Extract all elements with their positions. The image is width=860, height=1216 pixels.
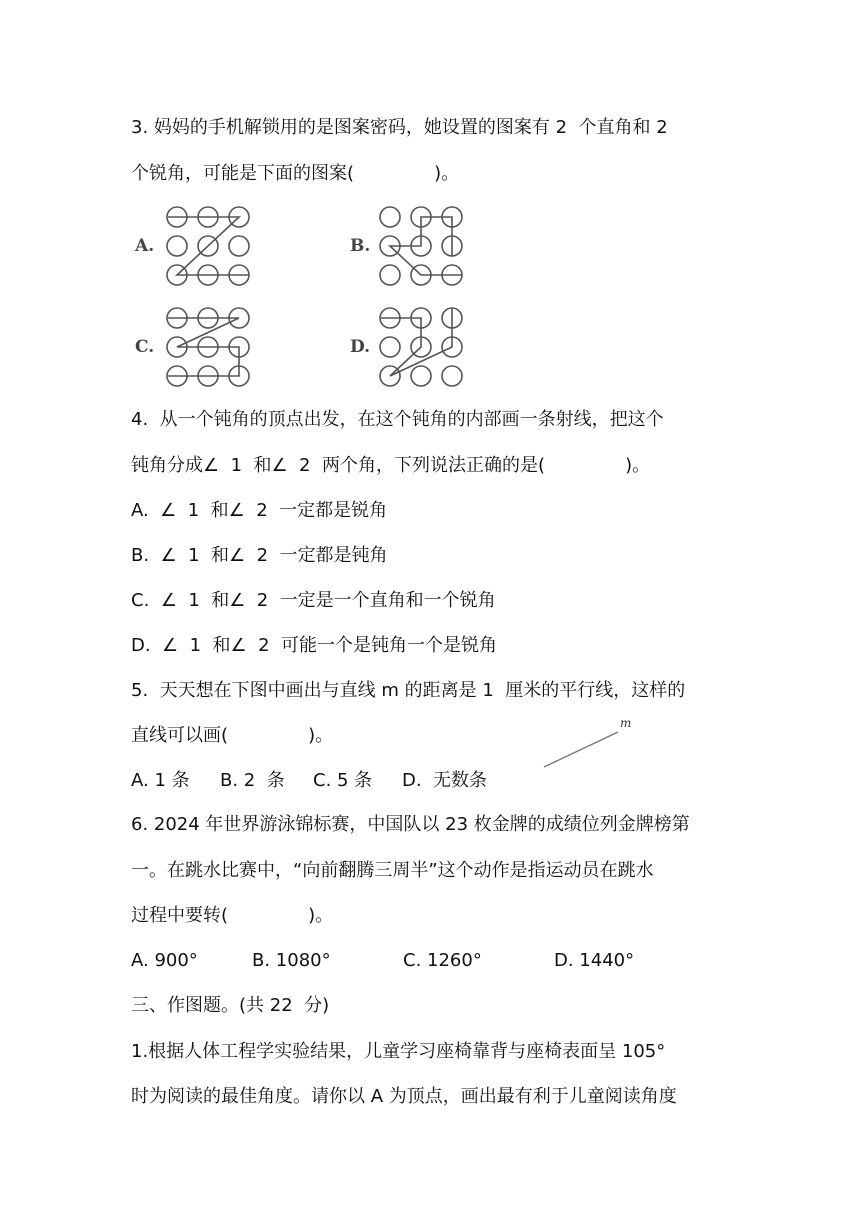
q6-option-c: C. 1260°: [403, 950, 482, 971]
q6-option-d: D. 1440°: [554, 950, 635, 971]
figure-d-label: D.: [350, 337, 371, 357]
q5-line2: 直线可以画( )。: [131, 725, 334, 746]
q3-line2: 个锐角，可能是下面的图案( )。: [131, 163, 460, 184]
q5-option-d: D. 无数条: [402, 770, 488, 791]
q4-option-c: C. ∠ 1 和∠ 2 一定是一个直角和一个锐角: [131, 590, 496, 611]
q6-option-a: A. 900°: [131, 950, 198, 971]
q6-line1: 6. 2024 年世界游泳锦标赛，中国队以 23 枚金牌的成绩位列金牌榜第: [131, 814, 690, 835]
q4-line1: 4. 从一个钝角的顶点出发，在这个钝角的内部画一条射线，把这个: [131, 409, 664, 430]
q6-option-b: B. 1080°: [252, 950, 331, 971]
pattern-d-figure: [373, 303, 473, 393]
pattern-a-figure: [160, 200, 260, 290]
q5-option-c: C. 5 条: [313, 770, 373, 791]
q6-line3: 过程中要转( )。: [131, 905, 334, 926]
q5-option-b: B. 2 条: [220, 770, 285, 791]
line-m-label: m: [620, 716, 632, 730]
section3-q1-line2: 时为阅读的最佳角度。请你以 A 为顶点，画出最有利于儿童阅读角度: [131, 1086, 677, 1107]
q6-line2: 一。在跳水比赛中，“向前翻腾三周半”这个动作是指运动员在跳水: [131, 860, 654, 881]
q3-line1: 3. 妈妈的手机解锁用的是图案密码，她设置的图案有 2 个直角和 2: [131, 117, 668, 138]
q4-line2: 钝角分成∠ 1 和∠ 2 两个角，下列说法正确的是( )。: [131, 455, 651, 476]
figure-a-label: A.: [135, 236, 155, 256]
pattern-b-figure: [373, 200, 473, 290]
line-m: [544, 732, 618, 767]
figure-c-label: C.: [135, 337, 155, 357]
pattern-c-figure: [160, 303, 260, 393]
q5-option-a: A. 1 条: [131, 770, 190, 791]
q4-option-d: D. ∠ 1 和∠ 2 可能一个是钝角一个是锐角: [131, 635, 497, 656]
figure-b-label: B.: [350, 236, 371, 256]
q5-line1: 5. 天天想在下图中画出与直线 m 的距离是 1 厘米的平行线，这样的: [131, 680, 686, 701]
section3-q1-line1: 1.根据人体工程学实验结果，儿童学习座椅靠背与座椅表面呈 105°: [131, 1041, 666, 1062]
q4-option-a: A. ∠ 1 和∠ 2 一定都是锐角: [131, 500, 388, 521]
q4-option-b: B. ∠ 1 和∠ 2 一定都是钝角: [131, 545, 388, 566]
section3-heading: 三、作图题。(共 22 分): [131, 995, 330, 1016]
